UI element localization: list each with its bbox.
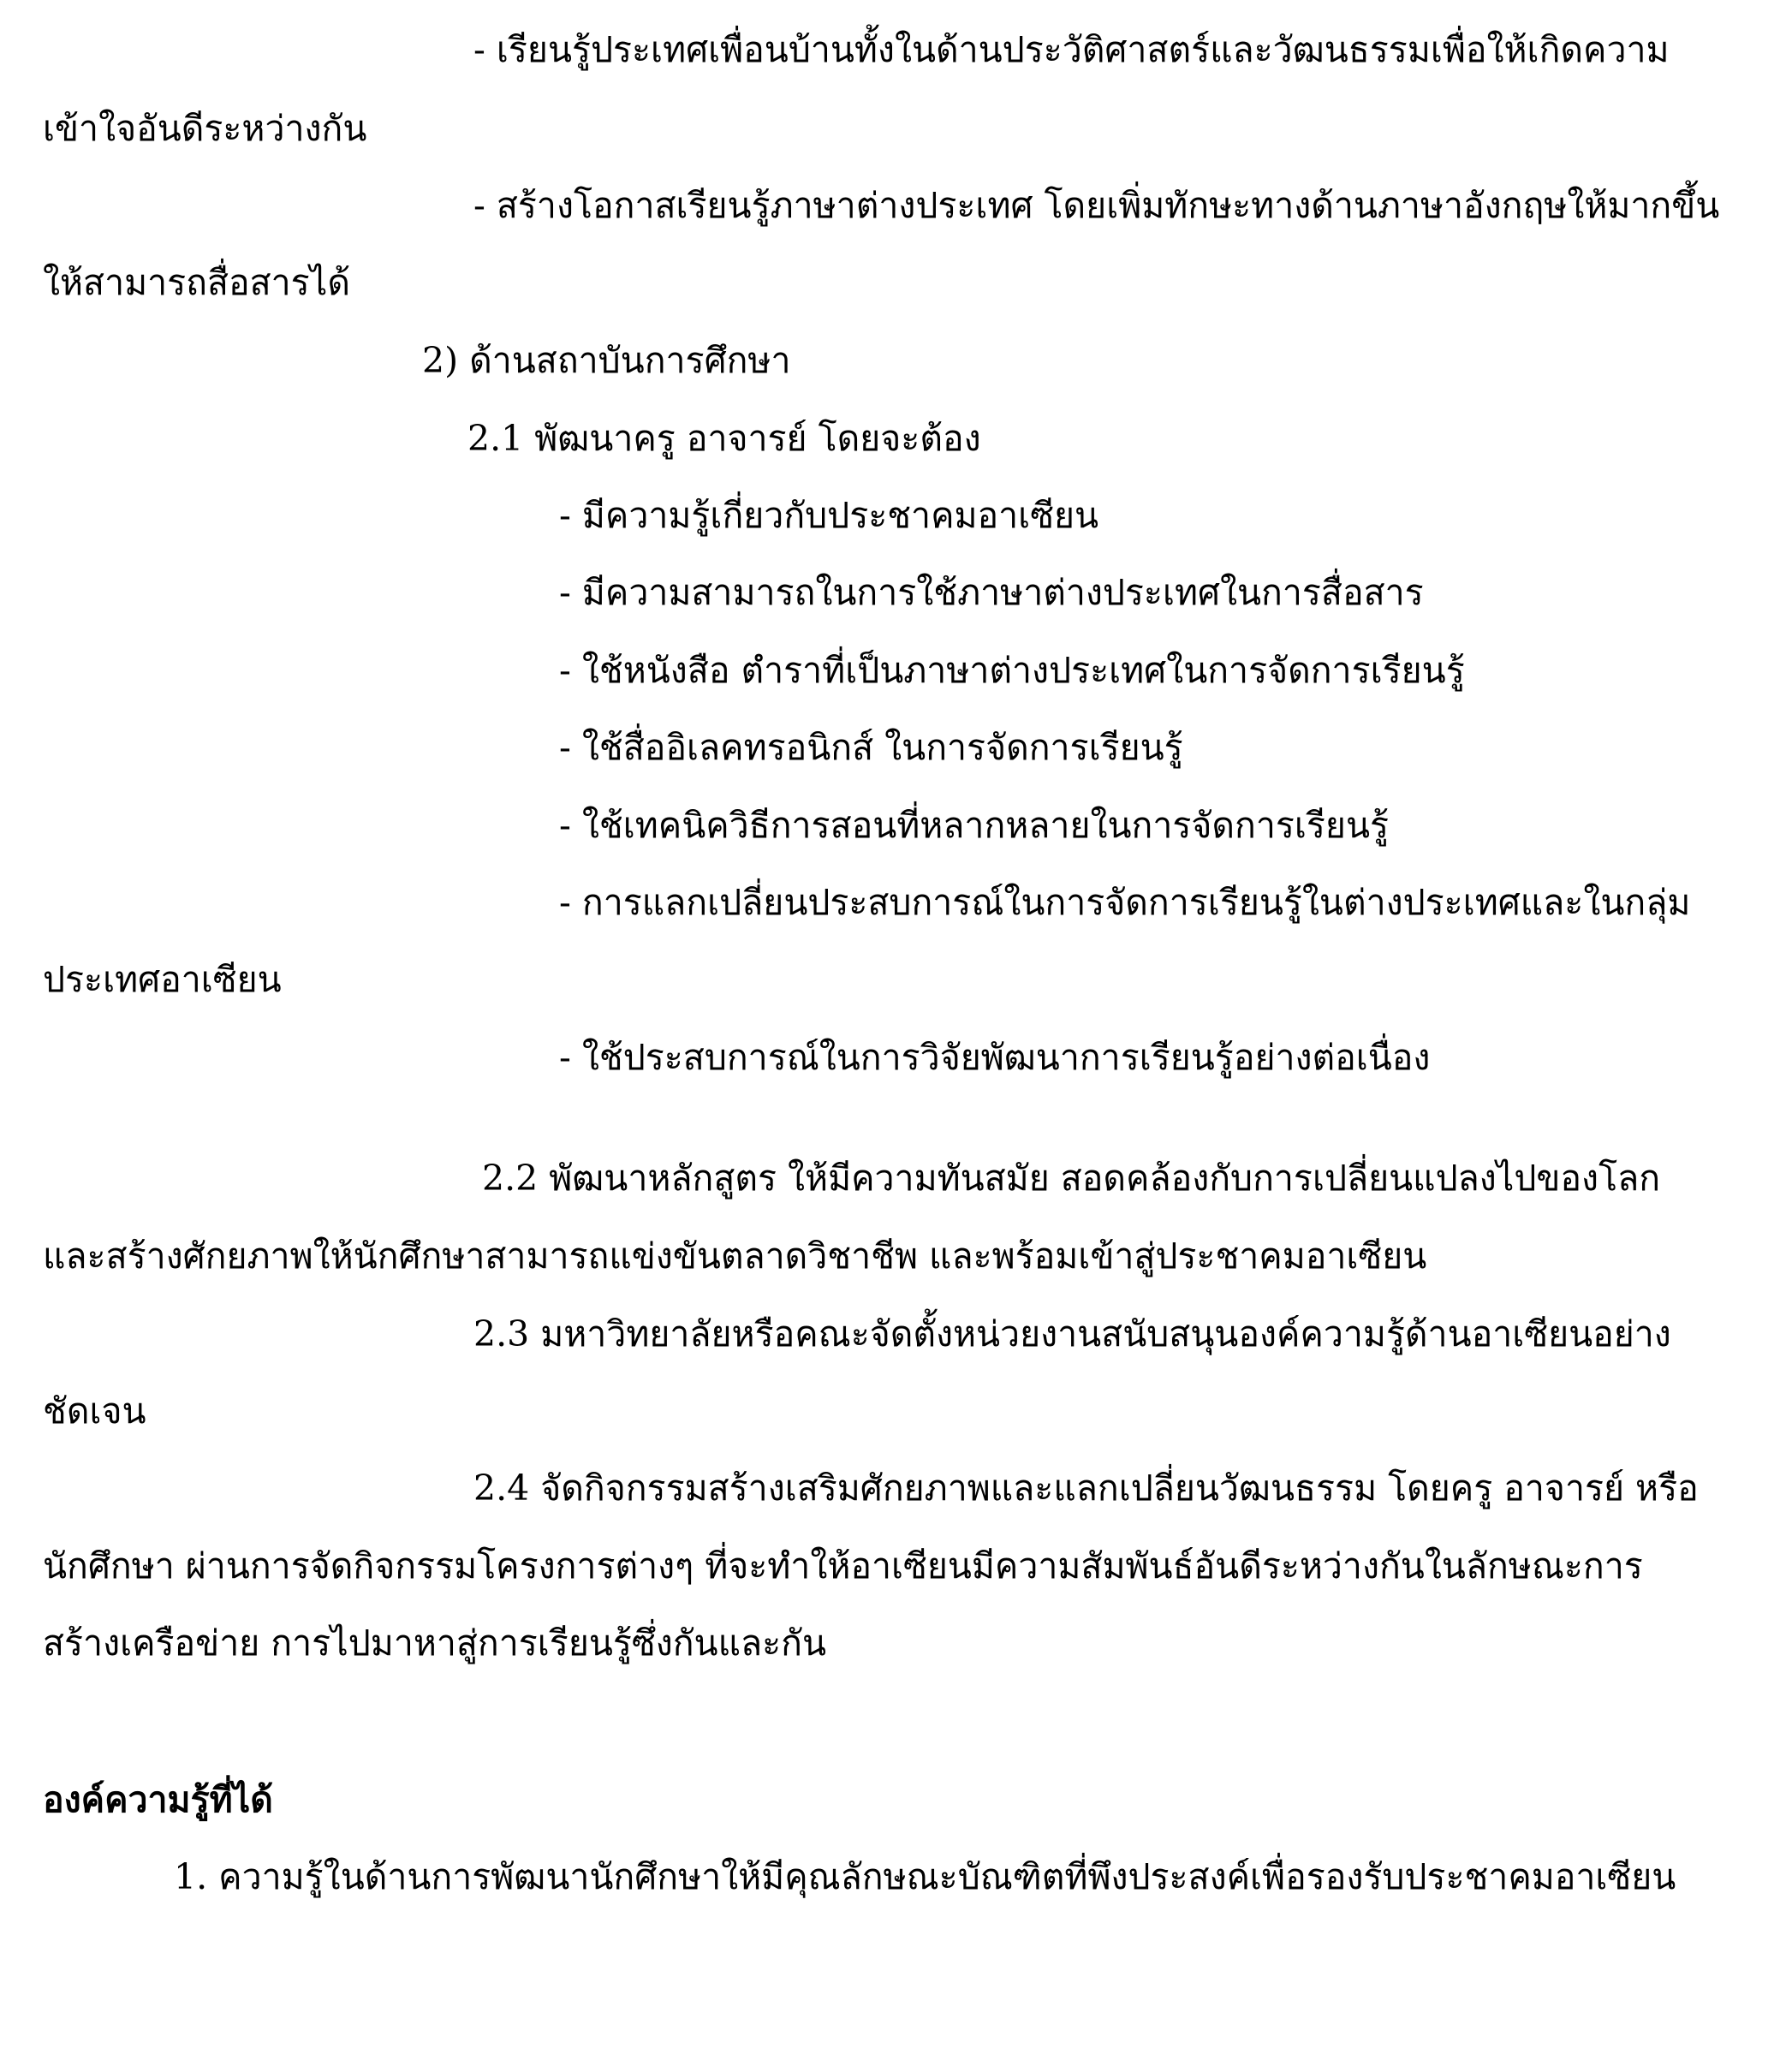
sub-2-1-item: - ใช้เทคนิควิธีการสอนที่หลากหลายในการจัดการเรียนรู้ [559, 805, 1390, 846]
language-bullet-line1: - สร้างโอกาสเรียนรู้ภาษาต่างประเทศ โดยเพิ่มทักษะทางด้านภาษาอังกฤษให้มากขึ้น [473, 185, 1720, 226]
sub-2-4-line1: 2.4 จัดกิจกรรมสร้างเสริมศักยภาพและแลกเปลี่ยนวัฒนธรรม โดยครู อาจารย์ หรือ [473, 1468, 1699, 1509]
sub-2-1-item: - ใช้หนังสือ ตำราที่เป็นภาษาต่างประเทศในการจัดการเรียนรู้ [559, 650, 1465, 691]
neighbor-bullet-line1: - เรียนรู้ประเทศเพื่อนบ้านทั้งในด้านประวัติศาสตร์และวัฒนธรรมเพื่อให้เกิดความ [473, 29, 1670, 70]
sub-2-3-line1: 2.3 มหาวิทยาลัยหรือคณะจัดตั้งหน่วยงานสนับสนุนองค์ความรู้ด้านอาเซียนอย่าง [473, 1313, 1671, 1355]
knowledge-item: 1. ความรู้ในด้านการพัฒนานักศึกษาให้มีคุณลักษณะบัณฑิตที่พึงประสงค์เพื่อรองรับประชาคมอาเซียน [174, 1856, 1676, 1897]
sub-2-1-item-continuation: ประเทศอาเซียน [43, 959, 282, 1000]
sub-2-1-item: - ใช้สื่ออิเลคทรอนิกส์ ในการจัดการเรียนรู้ [559, 727, 1183, 768]
sub-2-4-line2: นักศึกษา ผ่านการจัดกิจกรรมโครงการต่างๆ ที่จะทำให้อาเซียนมีความสัมพันธ์อันดีระหว่างกันในลักษณะการ [43, 1545, 1643, 1587]
sub-2-4-line3: สร้างเครือข่าย การไปมาหาสู่การเรียนรู้ซึ่งกันและกัน [43, 1622, 827, 1664]
knowledge-heading: องค์ความรู้ที่ได้ [43, 1779, 273, 1820]
sub-2-1-item: - มีความสามารถในการใช้ภาษาต่างประเทศในการสื่อสาร [559, 572, 1424, 613]
sub-2-1-heading: 2.1 พัฒนาครู อาจารย์ โดยจะต้อง [467, 418, 981, 459]
sub-2-2-line1: 2.2 พัฒนาหลักสูตร ให้มีความทันสมัย สอดคล้องกับการเปลี่ยนแปลงไปของโลก [482, 1158, 1661, 1199]
neighbor-bullet-line2: เข้าใจอันดีระหว่างกัน [43, 108, 367, 149]
sub-2-1-item: - มีความรู้เกี่ยวกับประชาคมอาเซียน [559, 495, 1099, 536]
sub-2-3-line2: ชัดเจน [43, 1390, 146, 1432]
language-bullet-line2: ให้สามารถสื่อสารได้ [43, 262, 350, 303]
sub-2-2-line2: และสร้างศักยภาพให้นักศึกษาสามารถแข่งขันตลาดวิชาชีพ และพร้อมเข้าสู่ประชาคมอาเซียน [43, 1235, 1427, 1277]
section-2-heading: 2) ด้านสถาบันการศึกษา [422, 340, 791, 381]
sub-2-1-item: - การแลกเปลี่ยนประสบการณ์ในการจัดการเรียนรู้ในต่างประเทศและในกลุ่ม [559, 882, 1691, 923]
sub-2-1-item: - ใช้ประสบการณ์ในการวิจัยพัฒนาการเรียนรู้อย่างต่อเนื่อง [559, 1037, 1431, 1078]
